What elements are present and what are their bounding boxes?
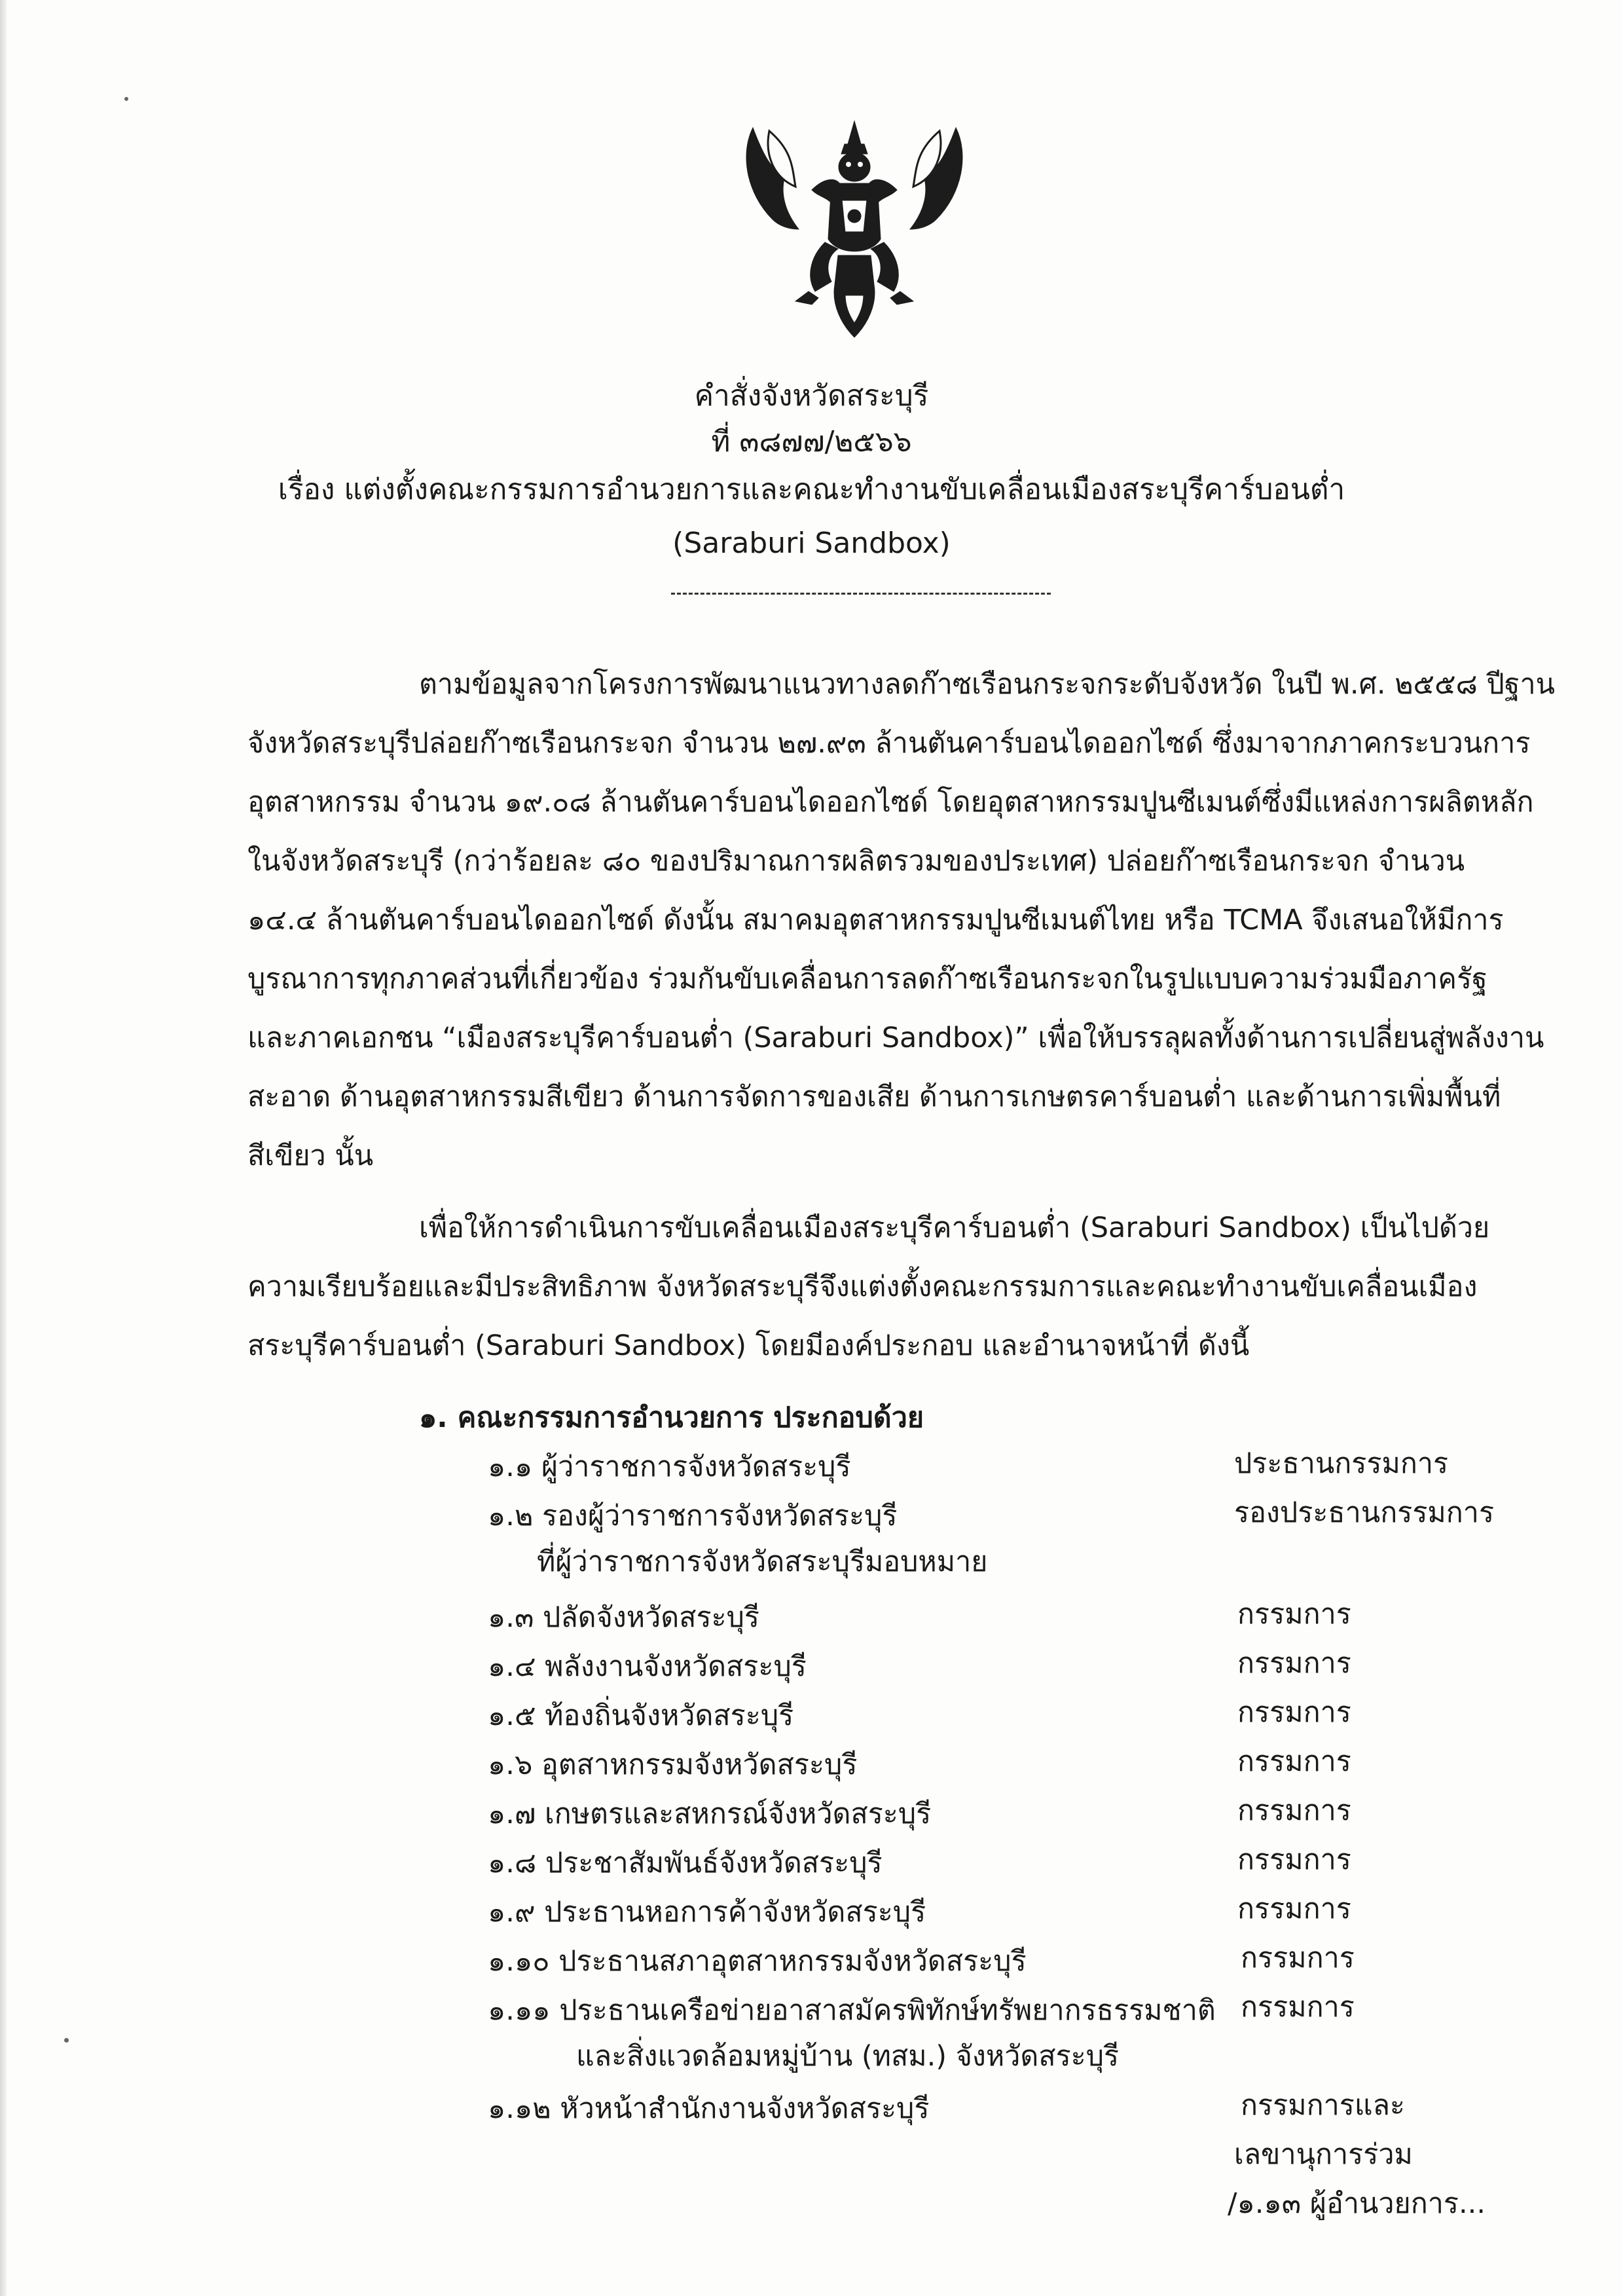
member-1-7-role: กรรมการ bbox=[1237, 1794, 1351, 1827]
member-1-5-role: กรรมการ bbox=[1237, 1696, 1351, 1729]
member-1-12-role: กรรมการและ bbox=[1241, 2089, 1406, 2122]
paragraph-line: สะอาด ด้านอุตสาหกรรมสีเขียว ด้านการจัดการของเสีย ด้านการเกษตรคาร์บอนต่ำ และด้านการเพิ่มพื้นที่ bbox=[247, 1081, 1501, 1113]
member-1-3-role: กรรมการ bbox=[1237, 1598, 1351, 1631]
member-1-7: ๑.๗ เกษตรและสหกรณ์จังหวัดสระบุรี bbox=[488, 1798, 932, 1830]
paragraph-line: ความเรียบร้อยและมีประสิทธิภาพ จังหวัดสระบุรีจึงแต่งตั้งคณะกรรมการและคณะทำงานขับเคลื่อนเมือง bbox=[247, 1270, 1478, 1303]
paragraph-line: สระบุรีคาร์บอนต่ำ (Saraburi Sandbox) โดยมีองค์ประกอบ และอำนาจหน้าที่ ดังนี้ bbox=[247, 1329, 1250, 1362]
scan-speck bbox=[64, 2038, 69, 2043]
scan-edge-shadow bbox=[0, 0, 7, 2296]
member-1-12-role-cont: เลขานุการร่วม bbox=[1234, 2138, 1413, 2171]
paragraph-line: ๑๔.๔ ล้านตันคาร์บอนไดออกไซด์ ดังนั้น สมาคมอุตสาหกรรมปูนซีเมนต์ไทย หรือ TCMA จึงเสนอให้มีการ bbox=[247, 904, 1504, 936]
member-1-4: ๑.๔ พลังงานจังหวัดสระบุรี bbox=[488, 1650, 807, 1683]
member-1-3: ๑.๓ ปลัดจังหวัดสระบุรี bbox=[488, 1601, 760, 1634]
paragraph-line: จังหวัดสระบุรีปล่อยก๊าซเรือนกระจก จำนวน ๒๗.๙๓ ล้านตันคาร์บอนไดออกไซด์ ซึ่งมาจากภาคกระบวนการ bbox=[247, 727, 1531, 760]
paragraph-line: เพื่อให้การดำเนินการขับเคลื่อนเมืองสระบุรีคาร์บอนต่ำ (Saraburi Sandbox) เป็นไปด้วย bbox=[419, 1212, 1490, 1244]
member-1-6: ๑.๖ อุตสาหกรรมจังหวัดสระบุรี bbox=[488, 1749, 858, 1781]
member-1-10-role: กรรมการ bbox=[1241, 1942, 1355, 1974]
paragraph-line: บูรณาการทุกภาคส่วนที่เกี่ยวข้อง ร่วมกันขับเคลื่อนการลดก๊าซเรือนกระจกในรูปแบบความร่วมมือภาครัฐ bbox=[247, 963, 1487, 995]
member-1-2-cont: ที่ผู้ว่าราชการจังหวัดสระบุรีมอบหมาย bbox=[537, 1546, 988, 1578]
paragraph-line: ตามข้อมูลจากโครงการพัฒนาแนวทางลดก๊าซเรือนกระจกระดับจังหวัด ในปี พ.ศ. ๒๕๕๘ ปีฐาน bbox=[419, 668, 1556, 701]
scan-speck bbox=[124, 97, 128, 101]
member-1-11: ๑.๑๑ ประธานเครือข่ายอาสาสมัครพิทักษ์ทรัพยากรธรรมชาติ bbox=[488, 1994, 1216, 2027]
continuation-reference: /๑.๑๓ ผู้อำนวยการ... bbox=[1228, 2187, 1486, 2220]
subject: เรื่อง แต่งตั้งคณะกรรมการอำนวยการและคณะทำงานขับเคลื่อนเมืองสระบุรีคาร์บอนต่ำ bbox=[278, 473, 1345, 506]
member-1-8: ๑.๘ ประชาสัมพันธ์จังหวัดสระบุรี bbox=[488, 1847, 883, 1879]
order-number: ที่ ๓๘๗๗/๒๕๖๖ bbox=[711, 425, 912, 458]
member-1-11-role: กรรมการ bbox=[1241, 1991, 1355, 2024]
paragraph-line: อุตสาหกรรม จำนวน ๑๙.๐๘ ล้านตันคาร์บอนไดออกไซด์ โดยอุตสาหกรรมปูนซีเมนต์ซึ่งมีแหล่งการผลิตหลัก bbox=[247, 786, 1534, 819]
member-1-1-role: ประธานกรรมการ bbox=[1234, 1447, 1449, 1480]
member-1-9: ๑.๙ ประธานหอการค้าจังหวัดสระบุรี bbox=[488, 1896, 926, 1929]
member-1-9-role: กรรมการ bbox=[1237, 1893, 1351, 1925]
member-1-12: ๑.๑๒ หัวหน้าสำนักงานจังหวัดสระบุรี bbox=[488, 2092, 930, 2125]
member-1-2: ๑.๒ รองผู้ว่าราชการจังหวัดสระบุรี bbox=[488, 1500, 898, 1532]
member-1-5: ๑.๕ ท้องถิ่นจังหวัดสระบุรี bbox=[488, 1699, 794, 1732]
member-1-6-role: กรรมการ bbox=[1237, 1745, 1351, 1778]
member-1-8-role: กรรมการ bbox=[1237, 1843, 1351, 1876]
order-title: คำสั่งจังหวัดสระบุรี bbox=[694, 379, 929, 413]
paragraph-line: ในจังหวัดสระบุรี (กว่าร้อยละ ๘๐ ของปริมาณการผลิตรวมของประเทศ) ปล่อยก๊าซเรือนกระจก จำนวน bbox=[247, 845, 1465, 878]
subject-english: (Saraburi Sandbox) bbox=[672, 527, 951, 560]
member-1-1: ๑.๑ ผู้ว่าราชการจังหวัดสระบุรี bbox=[488, 1451, 851, 1483]
member-1-11-cont: และสิ่งแวดล้อมหมู่บ้าน (ทสม.) จังหวัดสระบุรี bbox=[576, 2040, 1120, 2073]
member-1-2-role: รองประธานกรรมการ bbox=[1234, 1496, 1495, 1529]
paragraph-line: และภาคเอกชน “เมืองสระบุรีคาร์บอนต่ำ (Saraburi Sandbox)” เพื่อให้บรรลุผลทั้งด้านการเปลี่ยนสู่พลังงาน bbox=[247, 1022, 1544, 1054]
paragraph-line: สีเขียว นั้น bbox=[247, 1139, 374, 1172]
member-1-4-role: กรรมการ bbox=[1237, 1647, 1351, 1680]
garuda-emblem-icon bbox=[733, 115, 976, 341]
title-divider bbox=[671, 593, 1051, 595]
committee-heading: ๑. คณะกรรมการอำนวยการ ประกอบด้วย bbox=[419, 1401, 924, 1434]
member-1-10: ๑.๑๐ ประธานสภาอุตสาหกรรมจังหวัดสระบุรี bbox=[488, 1945, 1027, 1978]
